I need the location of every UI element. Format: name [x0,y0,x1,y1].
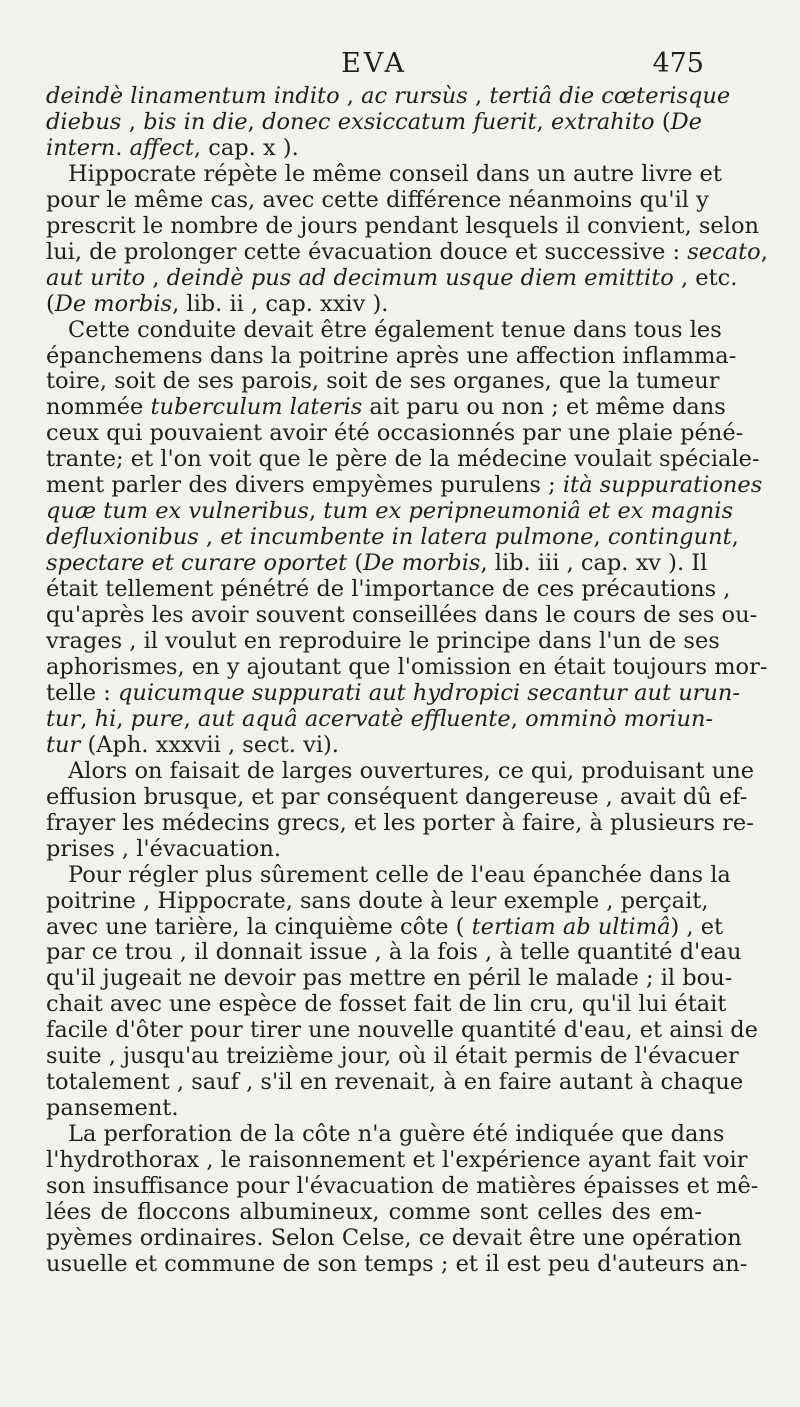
text-line: ceux qui pouvaient avoir été occasionnés par une plaie péné- [46,420,744,447]
text-line: totalement , sauf , s'il en revenait, à en faire autant à chaque [46,1069,744,1096]
text-line: defluxionibus , et incumbente in latera pulmone, contingunt, [46,524,739,551]
text-line: (De morbis, lib. ii , cap. xxiv ). [46,290,389,317]
text-line: lui, de prolonger cette évacuation douce et successive : secato, [46,238,768,265]
text-line: qu'après les avoir souvent conseillées dans le cours de ses ou- [46,602,758,629]
text-line: était tellement pénétré de l'importance de ces précautions , [46,576,731,603]
text-line: Alors on faisait de larges ouvertures, ce qui, produisant une [68,757,755,784]
text-line: pour le même cas, avec cette différence néanmoins qu'il y [46,186,709,213]
text-line: trante; et l'on voit que le père de la médecine voulait spéciale- [46,446,760,473]
text-line: Hippocrate répète le même conseil dans un autre livre et [68,160,722,187]
page-header [46,44,702,84]
text-line: vrages , il voulut en reproduire le principe dans l'un de ses [46,628,720,655]
text-line: qu'il jugeait ne devoir pas mettre en péril le malade ; il bou- [46,965,733,992]
text-line: usuelle et commune de son temps ; et il est peu d'auteurs an- [46,1250,748,1277]
text-line: La perforation de la côte n'a guère été indiquée que dans [68,1121,725,1148]
text-line: frayer les médecins grecs, et les porter à faire, à plusieurs re- [46,809,754,836]
text-line: épanchemens dans la poitrine après une affection inflamma- [46,342,737,369]
text-line: pyèmes ordinaires. Selon Celse, ce devait être une opération [46,1224,742,1251]
text-line: tur (Aph. xxxvii , sect. vi). [46,731,339,758]
text-line: suite , jusqu'au treizième jour, où il était permis de l'évacuer [46,1043,739,1070]
text-line: nommée tuberculum lateris ait paru ou non ; et même dans [46,394,726,421]
body-text [46,83,768,1278]
text-line: avec une tarière, la cinquième côte ( tertiam ab ultimâ) , et [46,913,724,940]
page-number: 475 [652,48,704,79]
text-line: prescrit le nombre de jours pendant lesquels il convient, selon [46,212,759,239]
text-line: Pour régler plus sûrement celle de l'eau épanchée dans la [68,861,731,888]
text-line: ment parler des divers empyèmes purulens ; ità suppurationes [46,472,763,499]
text-line: par ce trou , il donnait issue , à la fois , à telle quantité d'eau [46,939,742,966]
text-line: tur, hi, pure, aut aquâ acervatè effluente, omminò moriun- [46,705,714,732]
text-line: chait avec une espèce de fosset fait de lin cru, qu'il lui était [46,991,727,1018]
text-line: spectare et curare oportet (De morbis, lib. iii , cap. xv ). Il [46,550,708,577]
text-line: prises , l'évacuation. [46,835,281,862]
text-line: aut urito , deindè pus ad decimum usque diem emittito , etc. [46,264,738,291]
text-line: poitrine , Hippocrate, sans doute à leur exemple , perçait, [46,887,709,914]
text-line: intern. affect, cap. x ). [46,134,299,161]
text-line: quæ tum ex vulneribus, tum ex peripneumoniâ et ex magnis [46,498,734,525]
text-line: effusion brusque, et par conséquent dangereuse , avait dû ef- [46,783,748,810]
text-line: telle : quicumque suppurati aut hydropici secantur aut urun- [46,679,741,706]
text-line: son insuffisance pour l'évacuation de matières épaisses et mê- [46,1173,759,1200]
text-line: lées de floccons albumineux, comme sont celles des em- [46,1198,702,1225]
text-line: deindè linamentum indito , ac rursùs , tertiâ die cœterisque [46,83,731,109]
text-line: aphorismes, en y ajoutant que l'omission en était toujours mor- [46,653,768,680]
text-line: toire, soit de ses parois, soit de ses organes, que la tumeur [46,368,720,395]
text-line: facile d'ôter pour tirer une nouvelle quantité d'eau, et ainsi de [46,1017,758,1044]
text-line: Cette conduite devait être également tenue dans tous les [68,316,722,343]
text-line: pansement. [46,1095,179,1122]
text-line: l'hydrothorax , le raisonnement et l'expérience ayant fait voir [46,1147,748,1174]
text-line: diebus , bis in die, donec exsiccatum fuerit, extrahito (De [46,108,702,135]
running-head: EVA [341,48,407,79]
